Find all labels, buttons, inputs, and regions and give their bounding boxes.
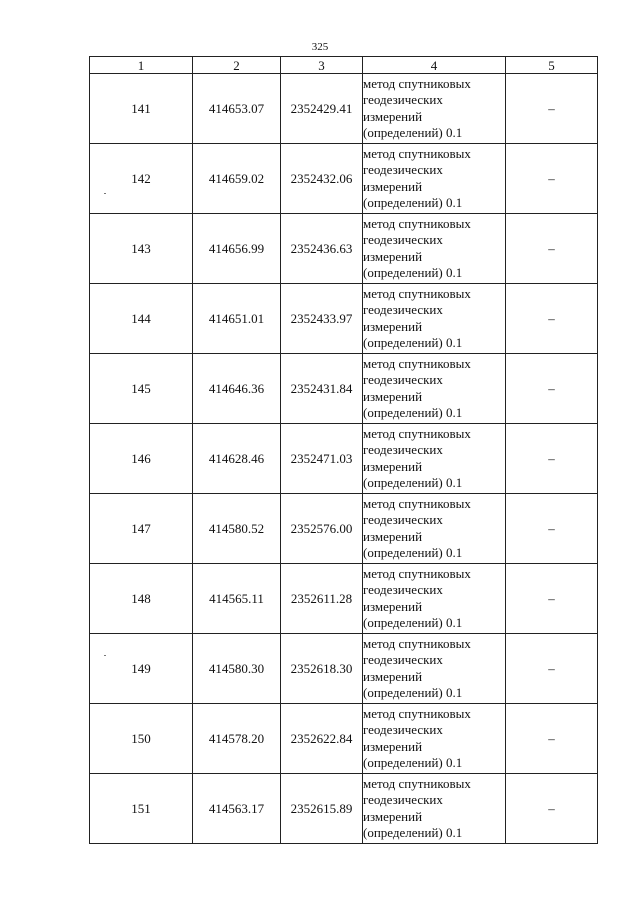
column-header: 2: [193, 57, 281, 74]
y-coordinate-cell: 2352432.06: [281, 144, 363, 214]
page-number: 325: [311, 41, 329, 53]
y-coordinate-cell: 2352431.84: [281, 354, 363, 424]
point-number-cell: 146: [90, 424, 193, 494]
table-row: [90, 424, 598, 494]
coordinates-table: [89, 56, 598, 844]
point-number-cell: 149: [90, 634, 193, 704]
y-coordinate-cell: 2352622.84: [281, 704, 363, 774]
method-cell: метод спутниковых геодезических измерений (определений) 0.1: [363, 74, 506, 144]
method-cell: метод спутниковых геодезических измерений (определений) 0.1: [363, 144, 506, 214]
point-number-cell: 141: [90, 74, 193, 144]
x-coordinate-cell: 414659.02: [193, 144, 281, 214]
note-cell: –: [506, 144, 598, 214]
point-number-cell: 144: [90, 284, 193, 354]
y-coordinate-cell: 2352433.97: [281, 284, 363, 354]
method-cell: метод спутниковых геодезических измерений (определений) 0.1: [363, 214, 506, 284]
x-coordinate-cell: 414565.11: [193, 564, 281, 634]
scan-speck: [104, 193, 106, 194]
x-coordinate-cell: 414578.20: [193, 704, 281, 774]
point-number-cell: 145: [90, 354, 193, 424]
point-number-cell: 147: [90, 494, 193, 564]
table-body: [90, 74, 598, 844]
table-row: [90, 564, 598, 634]
point-number-cell: 142: [90, 144, 193, 214]
table-row: [90, 354, 598, 424]
method-cell: метод спутниковых геодезических измерений (определений) 0.1: [363, 634, 506, 704]
method-cell: метод спутниковых геодезических измерений (определений) 0.1: [363, 284, 506, 354]
table-row: [90, 494, 598, 564]
table-row: [90, 74, 598, 144]
note-cell: –: [506, 214, 598, 284]
y-coordinate-cell: 2352436.63: [281, 214, 363, 284]
scan-speck: [104, 655, 106, 656]
x-coordinate-cell: 414656.99: [193, 214, 281, 284]
y-coordinate-cell: 2352611.28: [281, 564, 363, 634]
table-row: [90, 774, 598, 844]
y-coordinate-cell: 2352615.89: [281, 774, 363, 844]
table-header-row: [90, 57, 598, 74]
note-cell: –: [506, 774, 598, 844]
table-row: [90, 214, 598, 284]
y-coordinate-cell: 2352576.00: [281, 494, 363, 564]
method-cell: метод спутниковых геодезических измерений (определений) 0.1: [363, 494, 506, 564]
note-cell: –: [506, 424, 598, 494]
point-number-cell: 150: [90, 704, 193, 774]
y-coordinate-cell: 2352429.41: [281, 74, 363, 144]
note-cell: –: [506, 74, 598, 144]
y-coordinate-cell: 2352471.03: [281, 424, 363, 494]
method-cell: метод спутниковых геодезических измерений (определений) 0.1: [363, 774, 506, 844]
column-header: 5: [506, 57, 598, 74]
x-coordinate-cell: 414646.36: [193, 354, 281, 424]
note-cell: –: [506, 564, 598, 634]
x-coordinate-cell: 414580.52: [193, 494, 281, 564]
method-cell: метод спутниковых геодезических измерений (определений) 0.1: [363, 704, 506, 774]
note-cell: –: [506, 494, 598, 564]
table-row: [90, 704, 598, 774]
note-cell: –: [506, 354, 598, 424]
table-row: [90, 284, 598, 354]
x-coordinate-cell: 414651.01: [193, 284, 281, 354]
method-cell: метод спутниковых геодезических измерений (определений) 0.1: [363, 354, 506, 424]
note-cell: –: [506, 634, 598, 704]
x-coordinate-cell: 414580.30: [193, 634, 281, 704]
method-cell: метод спутниковых геодезических измерений (определений) 0.1: [363, 424, 506, 494]
x-coordinate-cell: 414563.17: [193, 774, 281, 844]
point-number-cell: 148: [90, 564, 193, 634]
column-header: 1: [90, 57, 193, 74]
column-header: 3: [281, 57, 363, 74]
note-cell: –: [506, 704, 598, 774]
table-row: [90, 144, 598, 214]
x-coordinate-cell: 414653.07: [193, 74, 281, 144]
table-row: [90, 634, 598, 704]
y-coordinate-cell: 2352618.30: [281, 634, 363, 704]
note-cell: –: [506, 284, 598, 354]
point-number-cell: 151: [90, 774, 193, 844]
x-coordinate-cell: 414628.46: [193, 424, 281, 494]
method-cell: метод спутниковых геодезических измерений (определений) 0.1: [363, 564, 506, 634]
point-number-cell: 143: [90, 214, 193, 284]
column-header: 4: [363, 57, 506, 74]
